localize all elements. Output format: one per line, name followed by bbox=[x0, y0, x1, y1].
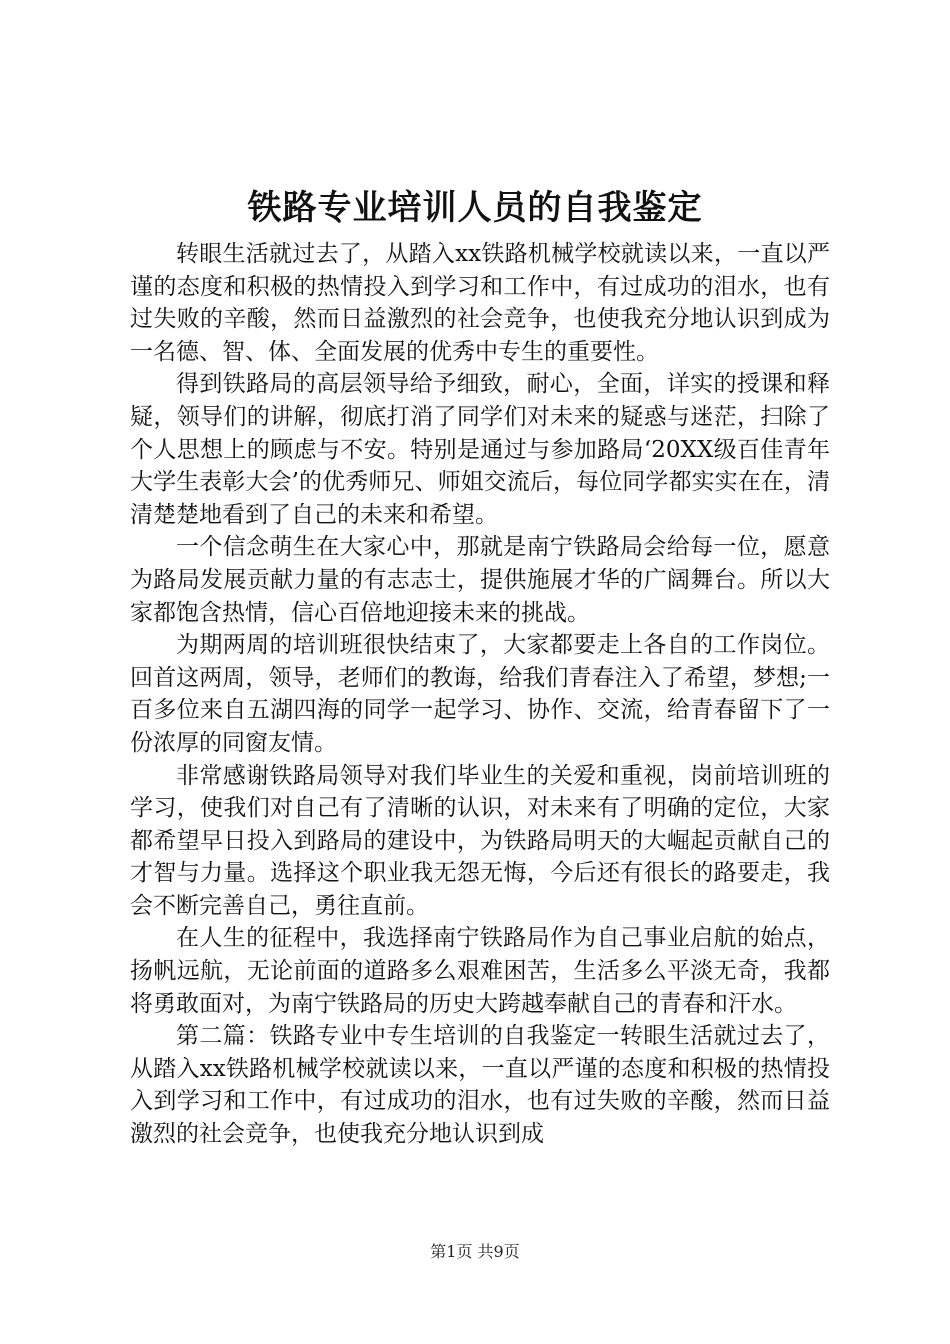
paragraph-4: 为期两周的培训班很快结束了，大家都要走上各自的工作岗位。回首这两周，领导，老师们的教诲，给我们青春注入了希望，梦想;一百多位来自五湖四海的同学一起学习、协作、交流，给青春留下了一份浓厚的同窗友情。 bbox=[130, 632, 830, 756]
paragraph-3: 一个信念萌生在大家心中，那就是南宁铁路局会给每一位，愿意为路局发展贡献力量的有志志士，提供施展才华的广阔舞台。所以大家都饱含热情，信心百倍地迎接未来的挑战。 bbox=[130, 534, 830, 626]
page-footer: 第1页 共9页 bbox=[430, 1242, 520, 1261]
document-title: 铁路专业培训人员的自我鉴定 bbox=[247, 188, 703, 228]
paragraph-6: 在人生的征程中，我选择南宁铁路局作为自己事业启航的始点，扬帆远航，无论前面的道路多么艰难困苦，生活多么平淡无奇，我都将勇敢面对，为南宁铁路局的历史大跨越奉献自己的青春和汗水。 bbox=[130, 925, 830, 1017]
paragraph-7: 第二篇：铁路专业中专生培训的自我鉴定一转眼生活就过去了，从踏入xx铁路机械学校就读以来，一直以严谨的态度和积极的热情投入到学习和工作中，有过成功的泪水，也有过失败的辛酸，然而日益激烈的社会竞争，也使我充分地认识到成 bbox=[130, 1023, 830, 1148]
paragraph-1: 转眼生活就过去了，从踏入xx铁路机械学校就读以来，一直以严谨的态度和积极的热情投入到学习和工作中，有过成功的泪水，也有过失败的辛酸，然而日益激烈的社会竞争，也使我充分地认识到成为一名德、智、体、全面发展的优秀中专生的重要性。 bbox=[130, 241, 830, 365]
document-body bbox=[130, 238, 830, 1151]
paragraph-5: 非常感谢铁路局领导对我们毕业生的关爱和重视，岗前培训班的学习，使我们对自己有了清晰的认识，对未来有了明确的定位，大家都希望早日投入到路局的建设中，为铁路局明天的大崛起贡献自己的才智与力量。选择这个职业我无怨无悔，今后还有很长的路要走，我会不断完善自己，勇往直前。 bbox=[130, 762, 830, 919]
paragraph-2: 得到铁路局的高层领导给予细致，耐心，全面，详实的授课和释疑，领导们的讲解，彻底打消了同学们对未来的疑惑与迷茫，扫除了个人思想上的顾虑与不安。特别是通过与参加路局‘20XX级百佳青年大学生表彰大会’的优秀师兄、师姐交流后，每位同学都实实在在，清清楚楚地看到了自己的未来和希望。 bbox=[130, 371, 830, 528]
